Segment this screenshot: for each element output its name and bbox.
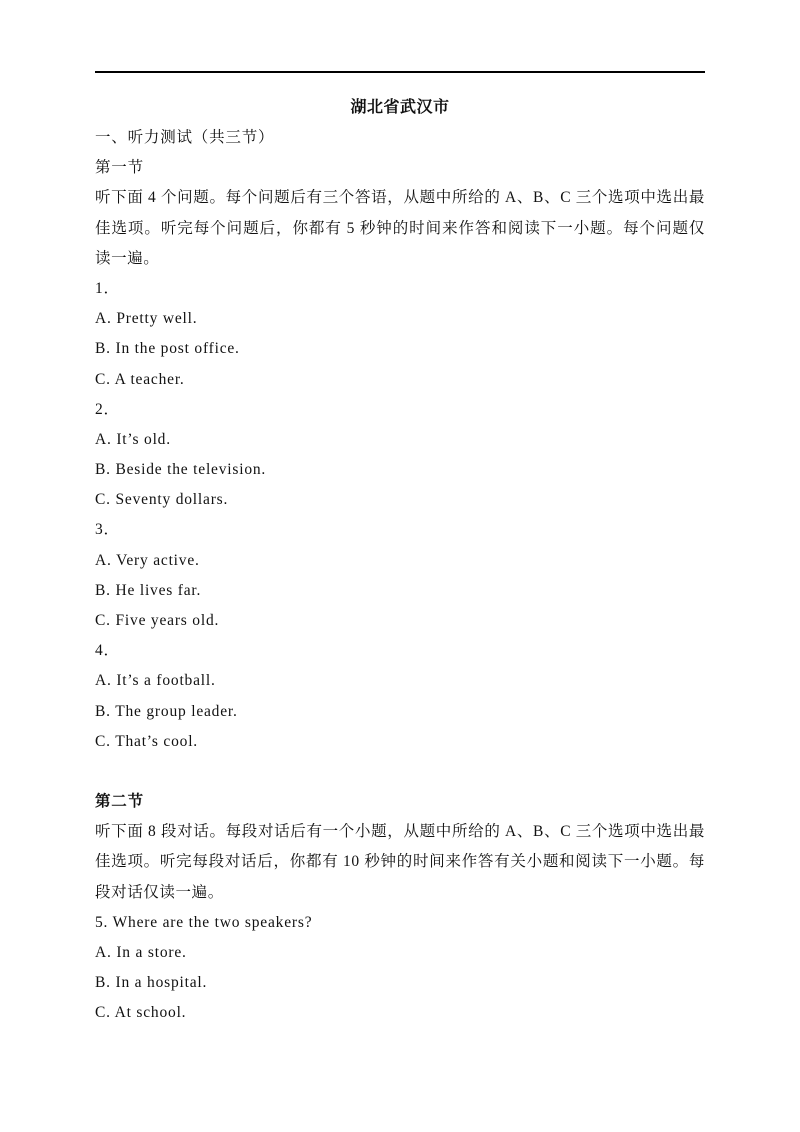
option-a: A. In a store. [95,943,187,961]
part-heading: 一、听力测试（共三节） [95,129,275,146]
question-3 [95,515,705,636]
header-rule [95,71,705,73]
option-c: C. Seventy dollars. [95,491,229,509]
option-b: B. He lives far. [95,581,202,599]
question-4 [95,636,705,757]
question-number: 1． [95,279,120,297]
question-number: 3． [95,521,120,539]
option-a: A. Pretty well. [95,310,198,328]
section2-heading: 第二节 [95,792,144,810]
question-stem: 5. Where are the two speakers? [95,913,313,931]
option-a: A. It’s a football. [95,672,216,690]
question-2 [95,395,705,516]
section1-instructions: 听下面 4 个问题。每个问题后有三个答语，从题中所给的 A、B、C 三个选项中选出最佳选项。听完每个问题后，你都有 5 秒钟的时间来作答和阅读下一小题。每个问题仅读一遍。 [95,189,705,267]
question-5 [95,908,705,1029]
option-b: B. In the post office. [95,340,240,358]
option-c: C. Five years old. [95,612,220,630]
section2-instructions: 听下面 8 段对话。每段对话后有一个小题，从题中所给的 A、B、C 三个选项中选出最佳选项。听完每段对话后，你都有 10 秒钟的时间来作答有关小题和阅读下一小题。每段对话仅读一遍。 [95,823,705,901]
section-spacer [95,757,705,787]
section1-heading: 第一节 [95,159,144,177]
option-c: C. That’s cool. [95,732,198,750]
option-b: B. In a hospital. [95,974,208,992]
option-c: C. A teacher. [95,370,185,388]
option-b: B. The group leader. [95,702,238,720]
option-a: A. Very active. [95,551,200,569]
question-number: 2． [95,400,120,418]
question-number: 4． [95,642,120,660]
page-title: 湖北省武汉市 [350,99,450,116]
document-body [95,93,705,1029]
option-a: A. It’s old. [95,430,171,448]
option-c: C. At school. [95,1004,187,1022]
question-1 [95,274,705,395]
option-b: B. Beside the television. [95,461,267,479]
